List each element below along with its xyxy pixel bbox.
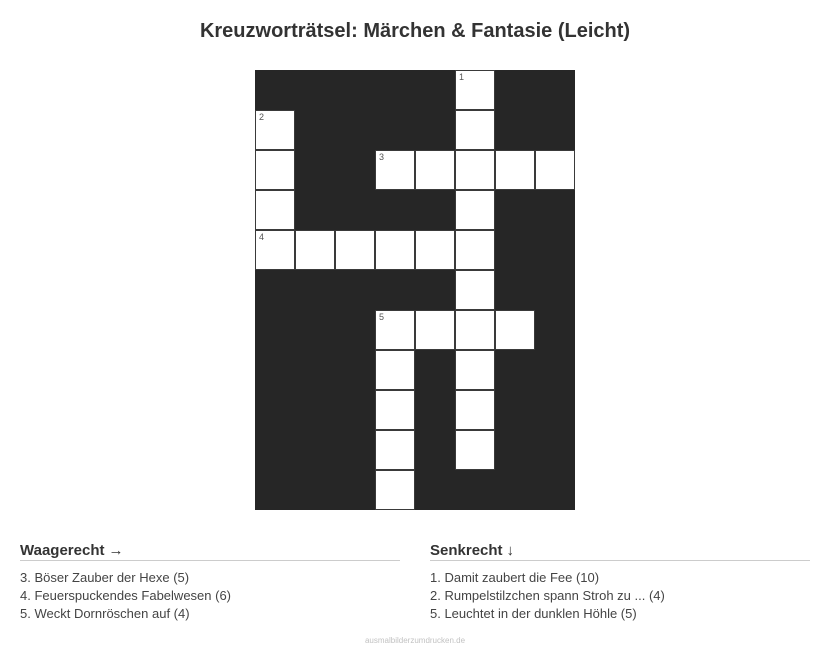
grid-cell[interactable] — [295, 230, 335, 270]
grid-cell[interactable] — [455, 270, 495, 310]
across-heading-label: Waagerecht — [20, 542, 105, 559]
clue-across-5: 5. Weckt Dornröschen auf (4) — [20, 606, 190, 621]
arrow-down-icon: ↓ — [506, 542, 515, 559]
grid-cell[interactable] — [495, 310, 535, 350]
grid-cell[interactable] — [335, 230, 375, 270]
grid-cell[interactable] — [455, 230, 495, 270]
clue-down-5: 5. Leuchtet in der dunklen Höhle (5) — [430, 606, 637, 621]
clue-across-4: 4. Feuerspuckendes Fabelwesen (6) — [20, 588, 232, 603]
clue-number: 1 — [459, 72, 465, 82]
arrow-right-icon: → — [108, 542, 124, 559]
grid-cell[interactable] — [415, 310, 455, 350]
grid-cell[interactable] — [455, 350, 495, 390]
down-clues — [430, 542, 810, 623]
grid-cell[interactable] — [375, 470, 415, 510]
grid-cell[interactable] — [375, 430, 415, 470]
grid-background — [255, 70, 575, 510]
grid-cell[interactable] — [415, 230, 455, 270]
clue-down-2: 2. Rumpelstilzchen spann Stroh zu ... (4) — [430, 588, 665, 603]
clue-across-3: 3. Böser Zauber der Hexe (5) — [20, 570, 190, 585]
clue-number: 3 — [379, 152, 385, 162]
grid-cell[interactable] — [455, 190, 495, 230]
grid-cell[interactable] — [455, 70, 495, 110]
across-clues — [20, 542, 400, 623]
grid-cell[interactable] — [455, 110, 495, 150]
grid-cell[interactable] — [375, 390, 415, 430]
grid-cell[interactable] — [255, 110, 295, 150]
grid-cell[interactable] — [255, 190, 295, 230]
down-heading-label: Senkrecht — [430, 542, 503, 559]
grid-cell[interactable] — [375, 150, 415, 190]
grid-cell[interactable] — [455, 430, 495, 470]
puzzle-title: Kreuzworträtsel: Märchen & Fantasie (Leicht) — [199, 20, 631, 42]
grid-cell[interactable] — [255, 230, 295, 270]
grid-cell[interactable] — [375, 350, 415, 390]
grid-cell[interactable] — [255, 150, 295, 190]
grid-cell[interactable] — [535, 150, 575, 190]
clue-number: 5 — [379, 312, 385, 322]
grid-cell[interactable] — [375, 230, 415, 270]
across-heading — [20, 542, 400, 561]
crossword-grid — [255, 70, 575, 510]
grid-cell[interactable] — [495, 150, 535, 190]
grid-cell[interactable] — [455, 390, 495, 430]
grid-cell[interactable] — [415, 150, 455, 190]
grid-cell[interactable] — [375, 310, 415, 350]
footer-credit: ausmalbilderzumdrucken.de — [364, 636, 466, 645]
clue-number: 4 — [259, 232, 265, 242]
clue-number: 2 — [259, 112, 265, 122]
grid-cell[interactable] — [455, 150, 495, 190]
grid-cell[interactable] — [455, 310, 495, 350]
down-heading — [430, 542, 810, 561]
clue-down-1: 1. Damit zaubert die Fee (10) — [430, 570, 600, 585]
